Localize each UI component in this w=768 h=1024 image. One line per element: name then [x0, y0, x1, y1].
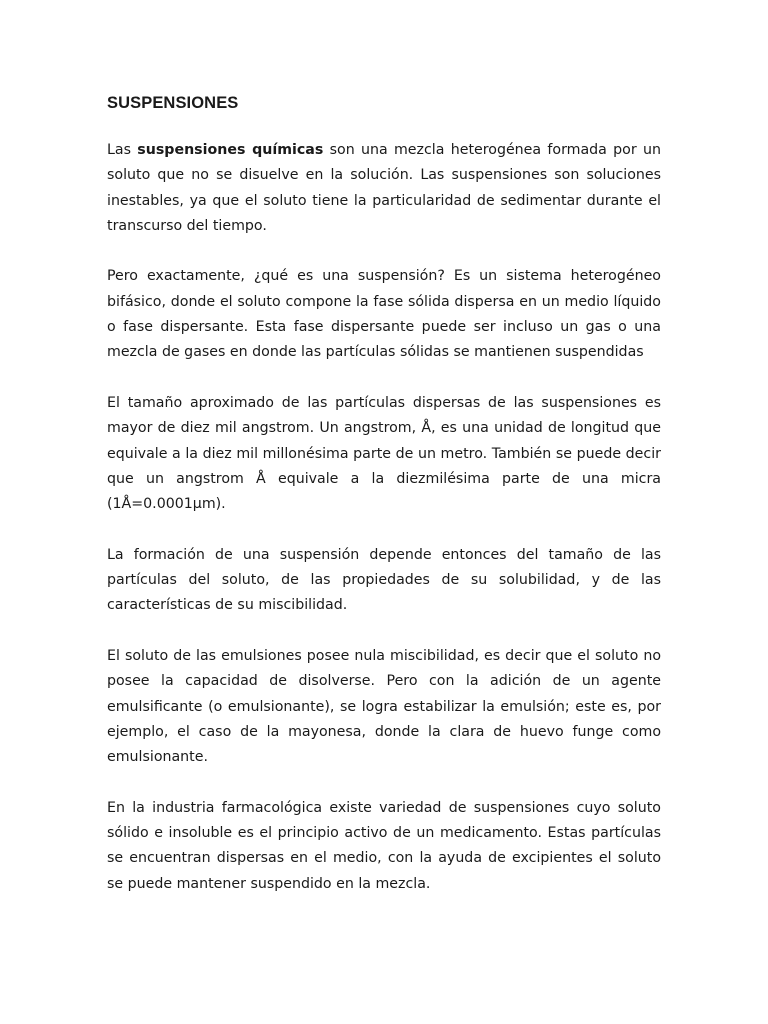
paragraph-intro	[107, 138, 661, 239]
paragraph-pharmacology: En la industria farmacológica existe variedad de suspensiones cuyo soluto sólido e insoluble es el principio activo de un medicamento. Estas partículas se encuentran dispersas en el medio, con la ayuda de excipientes el soluto se puede mantener suspendido en la mezcla.	[107, 799, 661, 892]
intro-bold-term: suspensiones químicas	[137, 142, 324, 158]
paragraph-emulsions: El soluto de las emulsiones posee nula miscibilidad, es decir que el soluto no posee la capacidad de disolverse. Pero con la adición de un agente emulsificante (o emulsionante), se logra estabilizar la emulsión; este es, por ejemplo, el caso de la mayonesa, donde la clara de huevo funge como emulsionante.	[107, 647, 661, 766]
intro-lead-text: Las	[107, 142, 138, 158]
paragraph-definition: Pero exactamente, ¿qué es una suspensión? Es un sistema heterogéneo bifásico, donde el soluto compone la fase sólida dispersa en un medio líquido o fase dispersante. Esta fase dispersante puede ser incluso un gas o una mezcla de gases en donde las partículas sólidas se mantienen suspendidas	[107, 268, 661, 361]
intro-rest-text: son una mezcla heterogénea formada por un soluto que no se disuelve en la solución. Las suspensiones son soluciones inestables, ya que el soluto tiene la particularidad de sedimentar durante el transcurso del tiempo.	[107, 142, 661, 234]
paragraph-particle-size: El tamaño aproximado de las partículas dispersas de las suspensiones es mayor de diez mil angstrom. Un angstrom, Å, es una unidad de longitud que equivale a la diez mil millonésima parte de un metro. También se puede decir que un angstrom Å equivale a la diezmilésima parte de una micra (1Å=0.0001µm).	[107, 394, 661, 513]
paragraph-formation: La formación de una suspensión depende entonces del tamaño de las partículas del soluto, de las propiedades de su solubilidad, y de las características de su miscibilidad.	[107, 546, 661, 614]
document-page	[107, 90, 661, 897]
document-title: SUSPENSIONES	[107, 94, 239, 112]
